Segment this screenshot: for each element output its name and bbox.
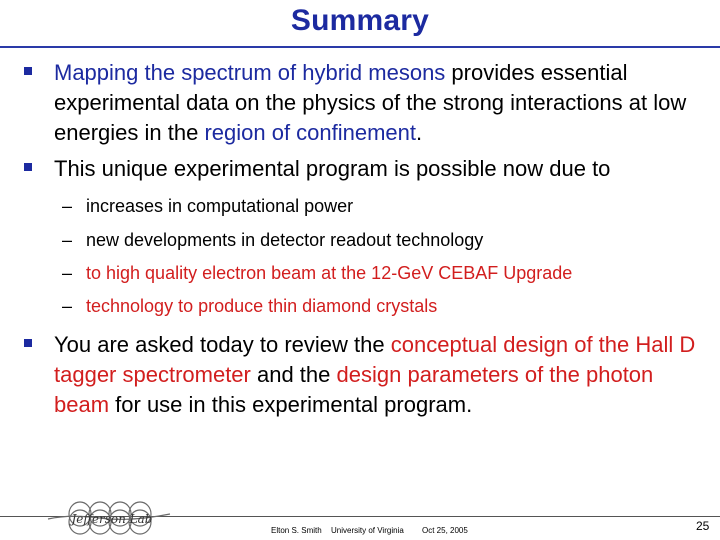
highlight-phrase: Mapping the spectrum of hybrid mesons	[54, 60, 446, 85]
square-bullet-icon	[24, 339, 32, 347]
bullet-item-1	[24, 58, 704, 148]
dash-marker: –	[62, 296, 73, 316]
sub-item-text: to high quality electron beam at the 12-GeV CEBAF Upgrade	[86, 263, 573, 283]
text-span: You are asked today to review the	[54, 332, 391, 357]
square-bullet-icon	[24, 67, 32, 75]
dash-marker: –	[62, 196, 73, 216]
sub-item-text: increases in computational power	[86, 196, 354, 216]
sub-item-text: new developments in detector readout technology	[86, 230, 484, 250]
bullet-text: This unique experimental program is possible now due to	[54, 156, 611, 181]
footer-institution: University of Virginia	[331, 526, 404, 535]
highlight-phrase: conceptual design of the Hall D tagger spectrometer	[54, 332, 696, 387]
dash-marker: –	[62, 263, 73, 283]
bullet-item-3	[24, 330, 704, 420]
text-span: provides essential experimental data on the physics of the strong interactions at low energies in the	[54, 60, 687, 145]
footer-date: Oct 25, 2005	[422, 526, 468, 535]
sub-item	[62, 229, 483, 251]
slide-title: Summary	[290, 4, 430, 37]
sub-item	[62, 295, 437, 317]
sub-item-text: technology to produce thin diamond crystals	[86, 296, 438, 316]
bullet-item-2	[24, 154, 704, 184]
highlight-phrase: design parameters of the photon beam	[54, 362, 654, 417]
highlight-phrase: region of confinement	[204, 120, 417, 145]
dash-marker: –	[62, 230, 73, 250]
text-span: and the	[250, 362, 337, 387]
jefferson-lab-logo	[40, 492, 190, 540]
bullet-text	[24, 330, 704, 420]
footer-author: Elton S. Smith	[271, 526, 322, 535]
sub-item	[62, 262, 572, 284]
square-bullet-icon	[24, 163, 32, 171]
svg-text:Jefferson Lab: Jefferson Lab	[71, 512, 153, 526]
sub-item	[62, 195, 353, 217]
bullet-text	[24, 58, 704, 148]
text-span: .	[416, 120, 423, 145]
title-divider	[0, 46, 720, 48]
page-number: 25	[696, 519, 710, 533]
text-span: for use in this experimental program.	[109, 392, 473, 417]
